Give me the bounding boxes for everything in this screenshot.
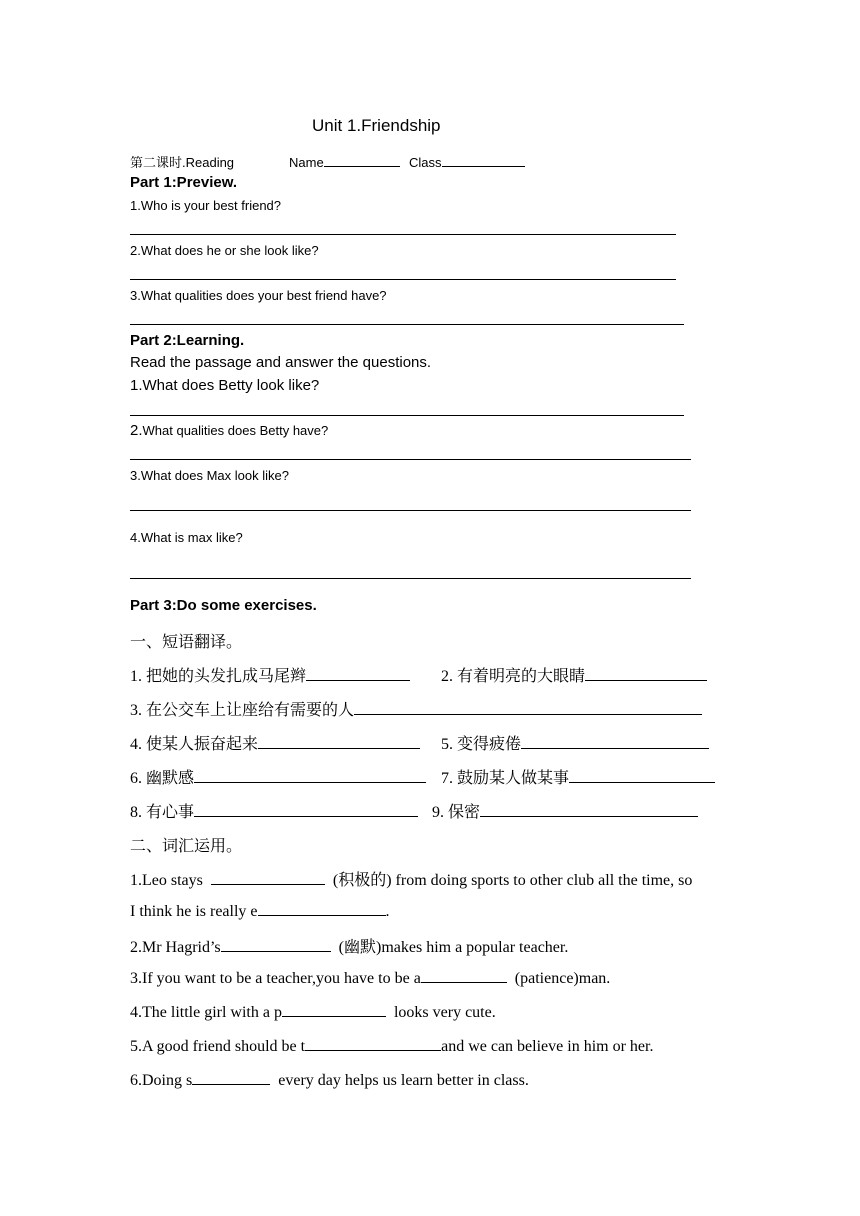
item-text: 5. 变得疲倦 xyxy=(441,736,522,753)
item-text-before: 4.The little girl with a p xyxy=(130,1004,282,1021)
item-text-before: 3.If you want to be a teacher,you have to be a xyxy=(130,970,421,987)
vocab-item-4 xyxy=(130,1002,496,1022)
answer-blank[interactable] xyxy=(569,768,715,783)
class-field[interactable] xyxy=(409,152,525,170)
item-text-after: (patience)man. xyxy=(514,970,611,987)
section1-heading: 一、短语翻译。 xyxy=(130,634,243,651)
translation-item-2 xyxy=(441,663,707,686)
item-text-after: and we can believe in him or her. xyxy=(441,1038,654,1055)
page-title: Unit 1.Friendship xyxy=(312,116,441,135)
item-text: 9. 保密 xyxy=(432,804,481,821)
item-text: 7. 鼓励某人做某事 xyxy=(441,770,570,787)
answer-line[interactable] xyxy=(130,234,676,235)
answer-blank[interactable] xyxy=(421,968,507,983)
item-text: 6. 幽默感 xyxy=(130,770,195,787)
translation-item-4 xyxy=(130,731,420,754)
class-label: Class xyxy=(409,155,442,170)
vocab-item-2 xyxy=(130,934,568,957)
question-text: What qualities does Betty have? xyxy=(142,423,329,438)
answer-blank[interactable] xyxy=(480,802,698,817)
answer-blank[interactable] xyxy=(258,734,420,749)
answer-line[interactable] xyxy=(130,510,691,511)
vocab-item-5 xyxy=(130,1036,653,1056)
answer-blank[interactable] xyxy=(194,768,426,783)
item-text-before: 6.Doing s xyxy=(130,1072,193,1089)
answer-blank[interactable] xyxy=(194,802,418,817)
vocab-item-6 xyxy=(130,1070,529,1090)
translation-item-7 xyxy=(441,765,715,788)
vocab-item-1-continued xyxy=(130,901,390,921)
part2-question-3: 3.What does Max look like? xyxy=(130,468,289,483)
part1-question-1: 1.Who is your best friend? xyxy=(130,198,282,213)
answer-line[interactable] xyxy=(130,415,684,416)
item-text-before: I think he is really e xyxy=(130,903,258,920)
part2-instruction: Read the passage and answer the questions. xyxy=(130,354,432,371)
vocab-item-1 xyxy=(130,867,692,890)
item-text: 2. 有着明亮的大眼睛 xyxy=(441,668,586,685)
answer-blank[interactable] xyxy=(521,734,709,749)
item-text-after: (幽默)makes him a popular teacher. xyxy=(338,939,569,956)
answer-blank[interactable] xyxy=(221,937,331,952)
item-text-after: looks very cute. xyxy=(393,1004,496,1021)
item-text: 4. 使某人振奋起来 xyxy=(130,736,259,753)
translation-item-8 xyxy=(130,799,418,822)
vocab-item-3 xyxy=(130,968,610,988)
item-text: 3. 在公交车上让座给有需要的人 xyxy=(130,702,355,719)
part1-heading: Part 1:Preview. xyxy=(130,174,237,191)
answer-blank[interactable] xyxy=(305,1036,441,1051)
answer-blank[interactable] xyxy=(354,700,702,715)
translation-item-5 xyxy=(441,731,709,754)
answer-line[interactable] xyxy=(130,459,691,460)
item-text-before: 5.A good friend should be t xyxy=(130,1038,306,1055)
part3-heading: Part 3:Do some exercises. xyxy=(130,597,317,614)
item-text-after: every day helps us learn better in class. xyxy=(278,1072,529,1089)
part2-question-4: 4.What is max like? xyxy=(130,530,243,545)
item-text-after: (积极的) from doing sports to other club all the time, so xyxy=(332,872,693,889)
item-text: 1. 把她的头发扎成马尾辫 xyxy=(130,668,307,685)
answer-blank[interactable] xyxy=(585,666,707,681)
item-text-after: . xyxy=(385,903,390,920)
translation-item-1 xyxy=(130,663,410,686)
section2-heading: 二、词汇运用。 xyxy=(130,838,243,855)
part2-heading: Part 2:Learning. xyxy=(130,332,245,349)
question-number: 2. xyxy=(130,422,143,439)
part2-question-1: 1.What does Betty look like? xyxy=(130,377,320,394)
item-text-before: 2.Mr Hagrid’s xyxy=(130,939,221,956)
answer-blank[interactable] xyxy=(192,1070,270,1085)
class-blank[interactable] xyxy=(442,152,525,167)
item-text-before: 1.Leo stays xyxy=(130,872,203,889)
item-text: 8. 有心事 xyxy=(130,804,195,821)
lesson-label: 第二课时.Reading xyxy=(130,155,235,170)
answer-blank[interactable] xyxy=(258,901,386,916)
answer-blank[interactable] xyxy=(211,870,325,885)
answer-blank[interactable] xyxy=(306,666,410,681)
answer-line[interactable] xyxy=(130,578,691,579)
answer-line[interactable] xyxy=(130,324,684,325)
translation-item-3 xyxy=(130,697,702,720)
name-label: Name xyxy=(289,155,324,170)
name-blank[interactable] xyxy=(324,152,400,167)
part1-question-2: 2.What does he or she look like? xyxy=(130,243,319,258)
part2-question-2 xyxy=(130,422,328,440)
answer-blank[interactable] xyxy=(282,1002,386,1017)
name-field[interactable] xyxy=(289,152,400,170)
translation-item-6 xyxy=(130,765,426,788)
part1-question-3: 3.What qualities does your best friend have? xyxy=(130,288,387,303)
translation-item-9 xyxy=(432,799,698,822)
answer-line[interactable] xyxy=(130,279,676,280)
